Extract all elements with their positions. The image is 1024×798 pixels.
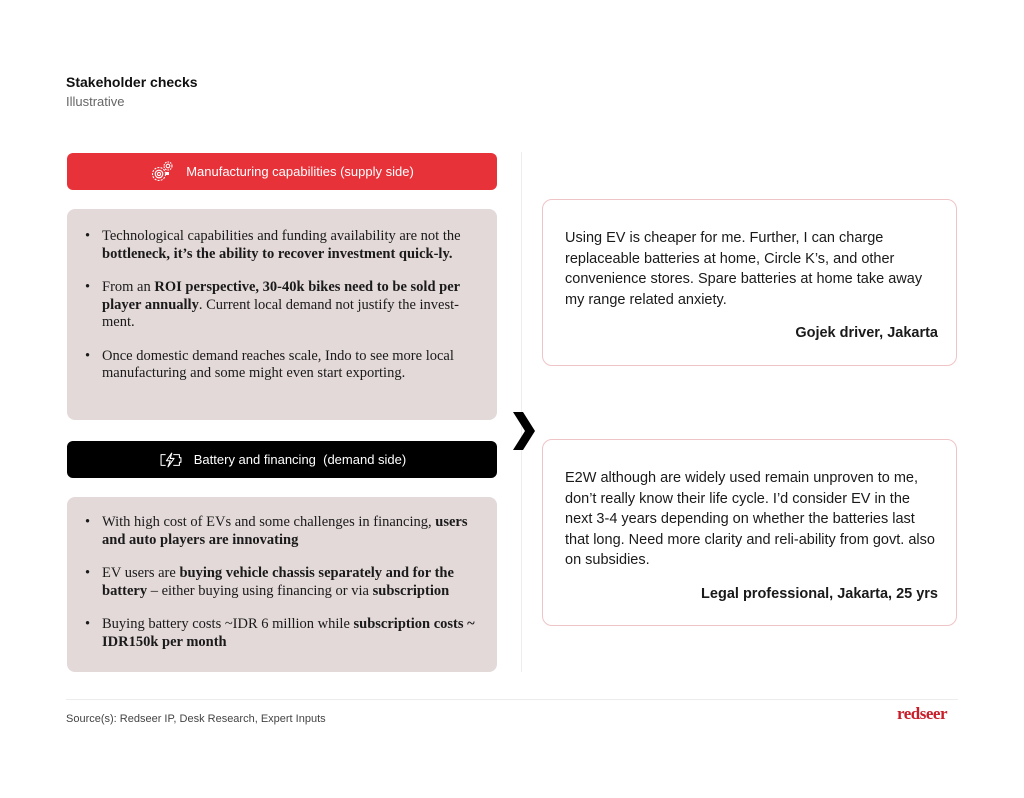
quote-card	[542, 439, 957, 626]
battery-charging-icon	[158, 449, 184, 471]
supply-side-panel	[67, 209, 497, 420]
quote-text: E2W although are widely used remain unproven to me, don’t really know their life cycle. I’d consider EV in the next 3-4 years depending on whether the batteries last that long. Need more clarity and reli-ability from govt. also on subsidies.	[565, 470, 935, 568]
supply-bullet: • From an ROI perspective, 30-40k bikes need to be sold per player annually. Current local demand not justify the invest-ment.	[81, 279, 479, 332]
supply-side-header	[67, 153, 497, 190]
quote-card	[542, 199, 957, 366]
quote-text: Using EV is cheaper for me. Further, I can charge replaceable batteries at home, Circle K’s, and other convenience stores. Spare batteries at home take away my range related anxiety.	[565, 230, 923, 308]
gears-icon	[150, 161, 176, 183]
supply-bullet: • Once domestic demand reaches scale, Indo to see more local manufacturing and some might even start exporting.	[81, 348, 479, 383]
demand-side-panel	[67, 497, 497, 672]
redseer-logo: redseer	[897, 704, 947, 723]
quote-attribution: Legal professional, Jakarta, 25 yrs	[701, 585, 938, 602]
page-title: Stakeholder checks	[66, 74, 198, 90]
page-subtitle: Illustrative	[66, 94, 125, 109]
demand-bullet-list	[81, 514, 479, 651]
supply-bullet: • Technological capabilities and funding availability are not the bottleneck, it’s the ability to recover investment quick-ly.	[81, 228, 479, 263]
supply-bullet-list	[81, 228, 479, 383]
quote-attribution: Gojek driver, Jakarta	[795, 325, 938, 341]
supply-side-label: Manufacturing capabilities (supply side)	[186, 164, 414, 179]
chevron-right-icon	[511, 410, 537, 452]
demand-bullet: • Buying battery costs ~IDR 6 million while subscription costs ~ IDR150k per month	[81, 616, 479, 651]
demand-bullet: • EV users are buying vehicle chassis separately and for the battery – either buying using financing or via subscription	[81, 565, 479, 600]
source-note: Source(s): Redseer IP, Desk Research, Expert Inputs	[66, 713, 326, 725]
demand-bullet: • With high cost of EVs and some challenges in financing, users and auto players are innovating	[81, 514, 479, 549]
footer-divider	[66, 699, 958, 700]
demand-side-label: Battery and financing (demand side)	[193, 452, 407, 467]
demand-side-header	[67, 441, 497, 478]
